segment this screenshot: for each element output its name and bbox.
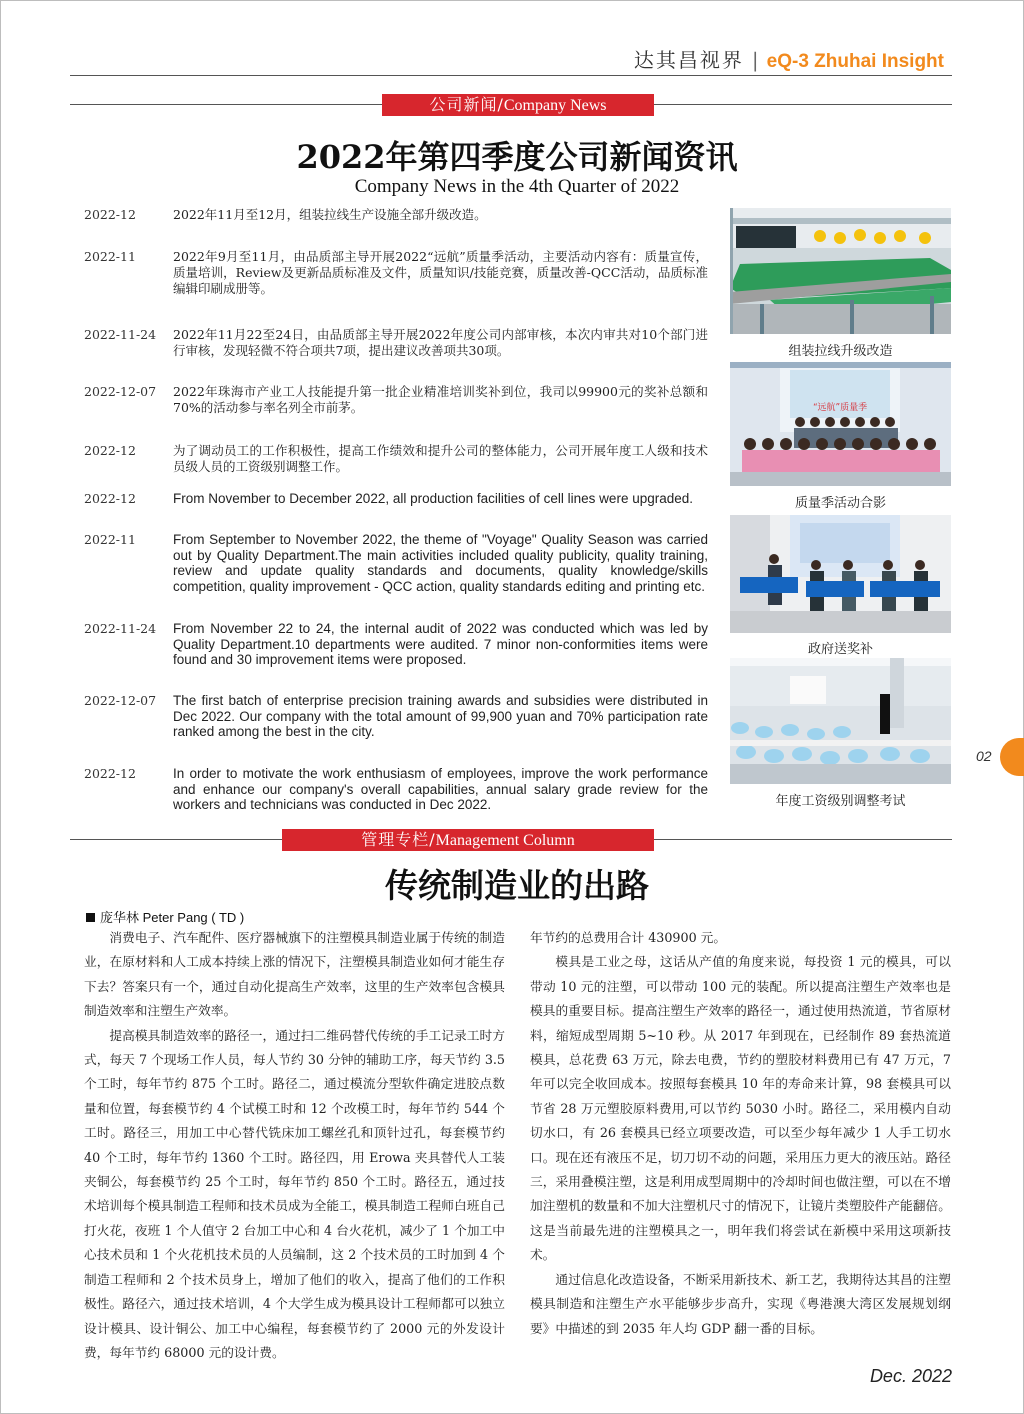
news-date: 2022-11 (84, 249, 136, 264)
author-name: 庞华林 Peter Pang ( TD ) (100, 910, 245, 925)
news-date: 2022-11-24 (84, 621, 157, 636)
news-band-cn: 公司新闻/ (429, 95, 504, 114)
article-right-column (530, 926, 951, 1341)
news-text: In order to motivate the work enthusiasm of employees, improve the work performance and enhance our company's overall capabilities, annual salary grade review for the workers and technicians was conducted in Dec 2022. (173, 766, 708, 813)
management-band-en: Management Column (435, 832, 575, 849)
caption-quality-season: 质量季活动合影 (794, 496, 886, 511)
article-paragraph: 提高模具制造效率的路径一，通过扫二维码替代传统的手工记录工时方式，每天 7 个现场工作人员，每人节约 30 分钟的辅助工序，每天节约 3.5 个工时，每年节约 875 个工时。路径二，通过模流分型软件确定进胶点数量和位置，每套模节约 4 个试模工时和 12 个改模工时，每年节约 544 个工时。路径三，用加工中心替代铣床加工螺丝孔和顶针过孔，每套模节约 40 个工时，每年节约 1360 个工时。路径四，用 Erowa 夹具替代人工装夹铜公，每套模节约 25 个工时，每年节约 850 个工时。路径五，通过技术培训每个模具制造工程师和技术员成为全能工，模具制造工程师白班自己打火花，夜班 1 个人值守 2 台加工中心和 4 台火花机，减少了 1 个加工中心技术员和 1 个火花机技术员的人员编制，这 2 个技术员的工时加到 4 个制造工程师和 2 个技术员身上，增加了他们的收入，提高了他们的工作积极性。路径六，通过技术培训，4 个大学生成为模具设计工程师都可以独立设计模具、设计铜公、加工中心编程，每套模节约了 2000 元的外发设计费，每年节约 68000 元的设计费。 (84, 1027, 505, 1360)
caption-government-award: 政府送奖补 (807, 642, 873, 657)
header-separator: | (751, 48, 759, 72)
news-text: 2022年9月至11月，由品质部主导开展2022“远航”质量季活动，主要活动内容有：质量宣传，质量培训，Review及更新品质标准及文件，质量知识/技能竞赛，质量改善-QCC活动，品质标准编辑印刷成册等。 (173, 249, 708, 296)
article-paragraph: 年节约的总费用合计 430900 元。 (530, 930, 727, 945)
news-text: 为了调动员工的工作积极性，提高工作绩效和提升公司的整体能力，公司开展年度工人级和技术员级人员的工资级别调整工作。 (173, 443, 708, 474)
news-text: From November to December 2022, all production facilities of cell lines were upgraded. (173, 491, 694, 506)
article-author (86, 907, 244, 926)
header-rule (70, 75, 952, 76)
assembly-line-photo (730, 208, 951, 334)
news-text: From September to November 2022, the theme of "Voyage" Quality Season was carried out by Quality Department.The main activities included quality publicity, quality training, review and update quality standards and documents, quality knowledge/skills competition, quality improvement - QCC action, quality standards editing and printing etc. (173, 532, 708, 594)
news-text: The first batch of enterprise precision training awards and subsidies were distributed in Dec 2022. Our company with the total amount of 99,900 yuan and 70% participation rate ranked among the best in the city. (173, 693, 708, 740)
magazine-header (634, 44, 944, 73)
news-date: 2022-12 (84, 443, 136, 458)
magazine-title-en: eQ-3 Zhuhai Insight (766, 51, 944, 72)
news-text: 2022年珠海市产业工人技能提升第一批企业精准培训奖补到位，我司以99900元的奖补总额和70%的活动参与率名列全市前茅。 (173, 384, 708, 415)
news-date: 2022-12 (84, 766, 136, 781)
issue-date-footer: Dec. 2022 (869, 1366, 952, 1386)
article-title: 传统制造业的出路 (385, 866, 649, 905)
author-bullet (86, 913, 95, 922)
news-title-cn: 2022年第四季度公司新闻资讯 (296, 138, 738, 176)
magazine-title-cn: 达其昌视界 (633, 48, 744, 72)
caption-assembly-line: 组装拉线升级改造 (788, 344, 893, 359)
news-date: 2022-12 (84, 491, 136, 506)
news-date: 2022-11-24 (84, 327, 157, 342)
page-number: 02 (976, 748, 992, 764)
news-section-band (382, 94, 654, 116)
news-date: 2022-12-07 (84, 384, 157, 399)
news-date: 2022-11 (84, 532, 136, 547)
news-date: 2022-12 (84, 207, 136, 222)
caption-salary-exam: 年度工资级别调整考试 (775, 794, 906, 809)
news-band-en: Company News (503, 97, 607, 114)
article-paragraph: 消费电子、汽车配件、医疗器械旗下的注塑模具制造业属于传统的制造业，在原材料和人工成本持续上涨的情况下，注塑模具制造业如何才能生存下去？答案只有一个，通过自动化提高生产效率，这里的生产效率包含模具制造效率和注塑生产效率。 (84, 930, 505, 1019)
news-title-en: Company News in the 4th Quarter of 2022 (354, 176, 680, 197)
photo-slogan: “远航”质量季 (812, 403, 868, 413)
news-date: 2022-12-07 (84, 693, 157, 708)
article-paragraph: 通过信息化改造设备，不断采用新技术、新工艺，我期待达其昌的注塑模具制造和注塑生产水平能够步步高升，实现《粤港澳大湾区发展规划纲要》中描述的到 2035 年人均 GDP 翻一番的目标。 (530, 1271, 951, 1336)
news-text: 2022年11月至12月，组装拉线生产设施全部升级改造。 (173, 207, 487, 222)
quality-season-group-photo (730, 362, 951, 486)
government-award-photo (730, 515, 951, 633)
management-section-band (282, 829, 654, 851)
news-text: From November 22 to 24, the internal audit of 2022 was conducted which was led by Quality Department.10 departments were audited. 7 minor non-conformities items were found and 30 improvement items were proposed. (173, 621, 708, 668)
article-paragraph: 模具是工业之母，这话从产值的角度来说，每投资 1 元的模具，可以带动 10 元的注塑，可以带动 100 元的装配。所以提高注塑生产效率也是模具的重要目标。提高注塑生产效率的路径一，通过使用热流道，节省原材料，缩短成型周期 5~10 秒。从 2017 年到现在，已经制作 89 套热流道模具，总花费 63 万元，除去电费，节约的塑胶材料费用已有 47 万元，7 年可以完全收回成本。按照每套模具 10 年的寿命来计算，98 套模具可以节省 28 万元塑胶原料费用,可以节约 5030 小时。路径二，采用模内自动切水口，有 26 套模具已经立项要改造，可以至少每年减少 1 人手工切水口。现在还有液压不足，切刀切不动的问题，采用压力更大的液压站。路径三，采用叠模注塑，这是利用成型周期中的冷却时间也做注塑，可以在不增加注塑机的数量和不加大注塑机尺寸的情况下，让镜片类塑胶件产能翻倍。这是当前最先进的注塑模具之一，明年我们将尝试在新模中采用这项新技术。 (530, 954, 951, 1263)
salary-grade-exam-photo (730, 658, 951, 784)
article-left-column (84, 926, 505, 1365)
management-band-cn: 管理专栏/ (361, 830, 436, 849)
news-text: 2022年11月22至24日，由品质部主导开展2022年度公司内部审核，本次内审共对10个部门进行审核，发现轻微不符合项共7项，提出建议改善项共30项。 (173, 327, 708, 358)
